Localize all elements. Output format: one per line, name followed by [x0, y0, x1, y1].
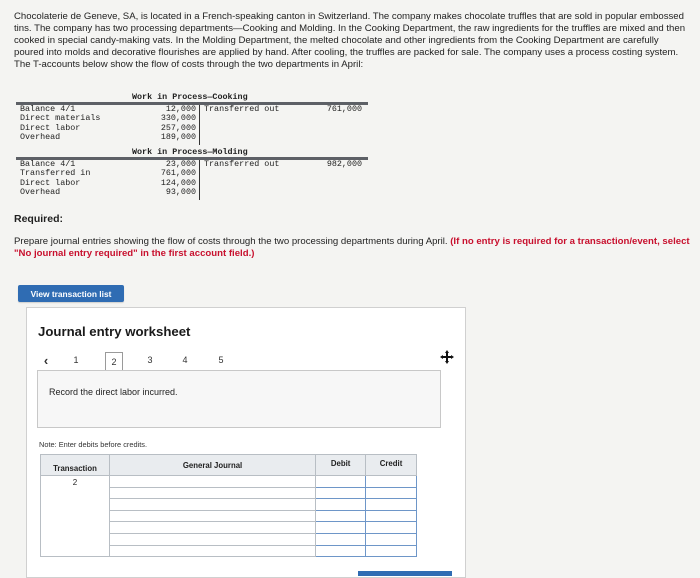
column-header-credit: Credit [366, 455, 417, 476]
debit-label: Overhead [20, 131, 61, 142]
journal-entry-worksheet [26, 307, 466, 578]
column-header-transaction: Transaction [41, 455, 110, 476]
taccount-row [16, 188, 368, 197]
prepare-text: Prepare journal entries showing the flow of costs through the two processing departments during April. [14, 236, 448, 247]
account-field[interactable] [109, 545, 315, 557]
credit-field[interactable] [366, 522, 417, 534]
debit-label: Direct labor [20, 177, 81, 188]
account-field[interactable] [109, 522, 315, 534]
transaction-number: 2 [41, 476, 110, 557]
taccount-molding [16, 148, 368, 200]
debit-value: 23,000 [165, 159, 196, 169]
debit-value: 124,000 [160, 177, 196, 188]
problem-intro: Chocolaterie de Geneve, SA, is located in a French-speaking canton in Switzerland. The company makes chocolate truffles that are sold in popular embossed tins. The company has two processing departments—Cooking and Molding. In the Cooking Department, the raw ingredients for the truffles are mixed and then cooked in special candy-making vats. In the Molding Department, the melted chocolate and other ingredients from the Cooking Department are carefully poured into molds and decorative flourishes are applied by hand. After cooling, the truffles are packed for sale. The company uses a process costing system. The T-accounts below show the flow of costs through the two departments in April: [14, 11, 686, 70]
credit-field[interactable] [366, 476, 417, 488]
credit-value: 982,000 [326, 159, 362, 169]
debit-field[interactable] [316, 487, 366, 499]
debit-label: Balance 4/1 [20, 104, 76, 114]
debit-label: Balance 4/1 [20, 159, 76, 169]
worksheet-pagination [37, 352, 257, 368]
worksheet-title: Journal entry worksheet [38, 324, 191, 339]
account-field[interactable] [109, 487, 315, 499]
record-entry-button-edge[interactable] [358, 571, 452, 576]
journal-table [40, 454, 417, 557]
view-transaction-list-button[interactable]: View transaction list [18, 285, 124, 302]
credit-value: 761,000 [326, 104, 362, 114]
page-tab-1[interactable]: 1 [73, 355, 79, 365]
page-tab-2[interactable]: 2 [105, 352, 123, 370]
debit-value: 761,000 [160, 168, 196, 179]
debit-value: 257,000 [160, 122, 196, 133]
page-tab-5[interactable]: 5 [218, 355, 224, 365]
account-field[interactable] [109, 510, 315, 522]
debit-label: Direct materials [20, 113, 101, 124]
debit-field[interactable] [316, 476, 366, 488]
account-field[interactable] [109, 499, 315, 511]
page-tab-4[interactable]: 4 [182, 355, 188, 365]
account-field[interactable] [109, 533, 315, 545]
credit-field[interactable] [366, 545, 417, 557]
move-cursor-icon [440, 350, 454, 364]
debits-note: Note: Enter debits before credits. [39, 440, 148, 449]
credit-field[interactable] [366, 533, 417, 545]
prepare-instructions [14, 236, 690, 259]
column-header-debit: Debit [316, 455, 366, 476]
credit-label: Transferred out [204, 159, 280, 169]
required-heading: Required: [14, 213, 64, 225]
debit-field[interactable] [316, 533, 366, 545]
debit-field[interactable] [316, 545, 366, 557]
credit-field[interactable] [366, 487, 417, 499]
column-header-general-journal: General Journal [109, 455, 315, 476]
taccount-title: Work in Process—Molding [132, 147, 248, 157]
prepare-note: (If no entry is required for a transaction/event, select "No journal entry required" in the first account field.) [14, 236, 690, 259]
credit-field[interactable] [366, 510, 417, 522]
credit-label: Transferred out [204, 104, 280, 114]
debit-field[interactable] [316, 510, 366, 522]
debit-label: Transferred in [20, 168, 91, 179]
debit-label: Direct labor [20, 122, 81, 133]
debit-field[interactable] [316, 499, 366, 511]
debit-value: 189,000 [160, 131, 196, 142]
debit-value: 330,000 [160, 113, 196, 124]
debit-value: 93,000 [165, 186, 196, 197]
debit-label: Overhead [20, 186, 61, 197]
account-field[interactable] [109, 476, 315, 488]
taccount-cooking [16, 93, 368, 145]
credit-field[interactable] [366, 499, 417, 511]
taccount-row [16, 133, 368, 142]
chevron-left-icon[interactable]: ‹ [43, 352, 49, 368]
page-tab-3[interactable]: 3 [147, 355, 153, 365]
transaction-description-box [37, 370, 441, 428]
transaction-description: Record the direct labor incurred. [49, 387, 178, 397]
table-row [41, 476, 417, 488]
taccount-title: Work in Process—Cooking [132, 92, 248, 102]
debit-value: 12,000 [165, 104, 196, 114]
debit-field[interactable] [316, 522, 366, 534]
